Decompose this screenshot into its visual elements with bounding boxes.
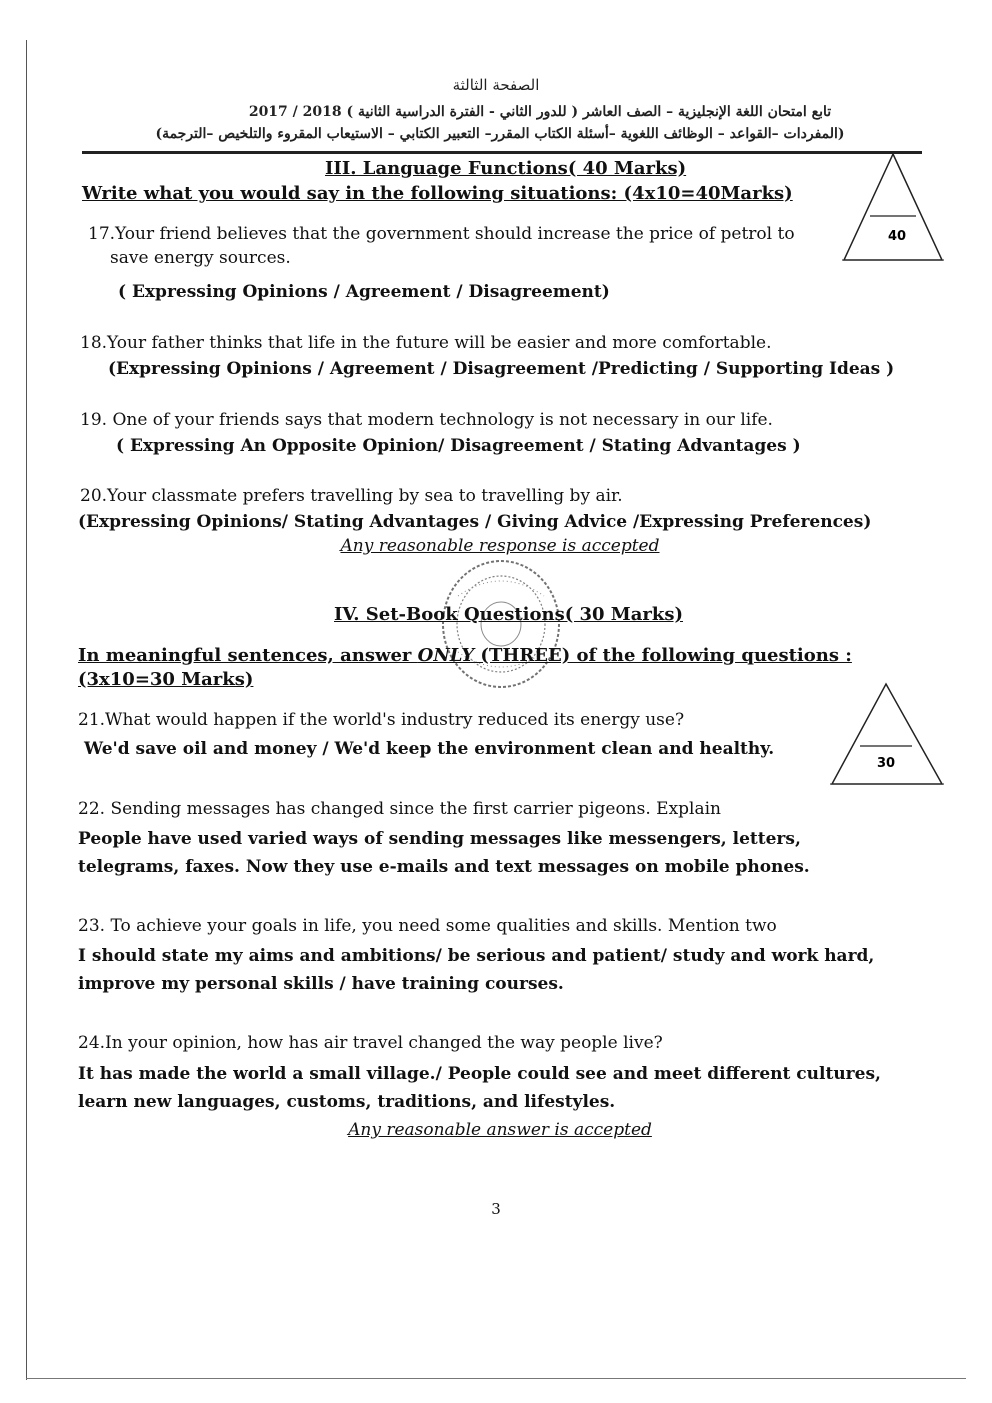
section-4-instruction-post: (THREE) of the following questions :(3x10=30 Marks) <box>78 645 852 690</box>
answer-22: People have used varied ways of sending messages like messengers, letters, telegrams, faxes. Now they use e-mails and text messages on mobile phones. <box>78 829 810 877</box>
section-4-instruction-only: ONLY <box>417 645 475 666</box>
section-3-note: Any reasonable response is accepted <box>340 536 660 556</box>
page-label: الصفحة الثالثة <box>452 76 540 94</box>
question-17-line2: save energy sources. <box>110 248 291 268</box>
question-20-functions: (Expressing Opinions/ Stating Advantages / Giving Advice /Expressing Preferences) <box>78 512 872 532</box>
question-23: 23. To achieve your goals in life, you need some qualities and skills. Mention two <box>78 916 777 936</box>
section-4-instruction-pre: In meaningful sentences, answer <box>78 645 418 666</box>
section-3-title: III. Language Functions( 40 Marks) <box>325 158 687 179</box>
answer-21: We'd save oil and money / We'd keep the environment clean and healthy. <box>84 739 775 759</box>
exam-header-line: تابع امتحان اللغة الإنجليزية – الصف العاشر ( للدور الثاني - الفترة الدراسية الثانية ) 2018 / 2017 <box>248 104 832 120</box>
question-20: 20.Your classmate prefers travelling by sea to travelling by air. <box>80 486 623 506</box>
question-22: 22. Sending messages has changed since the first carrier pigeons. Explain <box>78 799 721 819</box>
question-24: 24.In your opinion, how has air travel changed the way people live? <box>78 1033 663 1053</box>
section-4-instruction <box>78 644 908 692</box>
question-18: 18.Your father thinks that life in the future will be easier and more comfortable. <box>80 333 772 353</box>
section-4-note: Any reasonable answer is accepted <box>348 1120 652 1140</box>
exam-skills-line: (المفردات –القواعد – الوظائف اللغوية –أسئلة الكتاب المقرر– التعبير الكتابي – الاستيعاب المقروء والتلخيص –الترجمة) <box>155 126 845 142</box>
marks-box-40: 40 <box>887 229 907 244</box>
header-rule <box>82 151 922 154</box>
page-number: 3 <box>491 1200 501 1218</box>
page-bottom-border <box>26 1378 966 1379</box>
question-21: 21.What would happen if the world's industry reduced its energy use? <box>78 710 685 730</box>
question-19: 19. One of your friends says that modern technology is not necessary in our life. <box>80 410 773 430</box>
page-left-border <box>26 40 27 1380</box>
question-17-line1: 17.Your friend believes that the government should increase the price of petrol to <box>88 224 795 244</box>
question-19-functions: ( Expressing An Opposite Opinion/ Disagreement / Stating Advantages ) <box>116 436 801 456</box>
section-4-title: IV. Set-Book Questions( 30 Marks) <box>334 604 683 625</box>
answer-23: I should state my aims and ambitions/ be serious and patient/ study and work hard, improve my personal skills / have training courses. <box>78 946 875 994</box>
marks-triangle-40 <box>840 150 946 262</box>
question-17-functions: ( Expressing Opinions / Agreement / Disagreement) <box>118 282 610 302</box>
question-18-functions: (Expressing Opinions / Agreement / Disagreement /Predicting / Supporting Ideas ) <box>108 359 895 379</box>
marks-triangle-30 <box>830 680 946 788</box>
section-3-instruction: Write what you would say in the following situations: (4x10=40Marks) <box>82 183 793 204</box>
answer-24: It has made the world a small village./ People could see and meet different cultures, learn new languages, customs, traditions, and lifestyles. <box>78 1064 881 1112</box>
marks-box-30: 30 <box>876 756 896 771</box>
